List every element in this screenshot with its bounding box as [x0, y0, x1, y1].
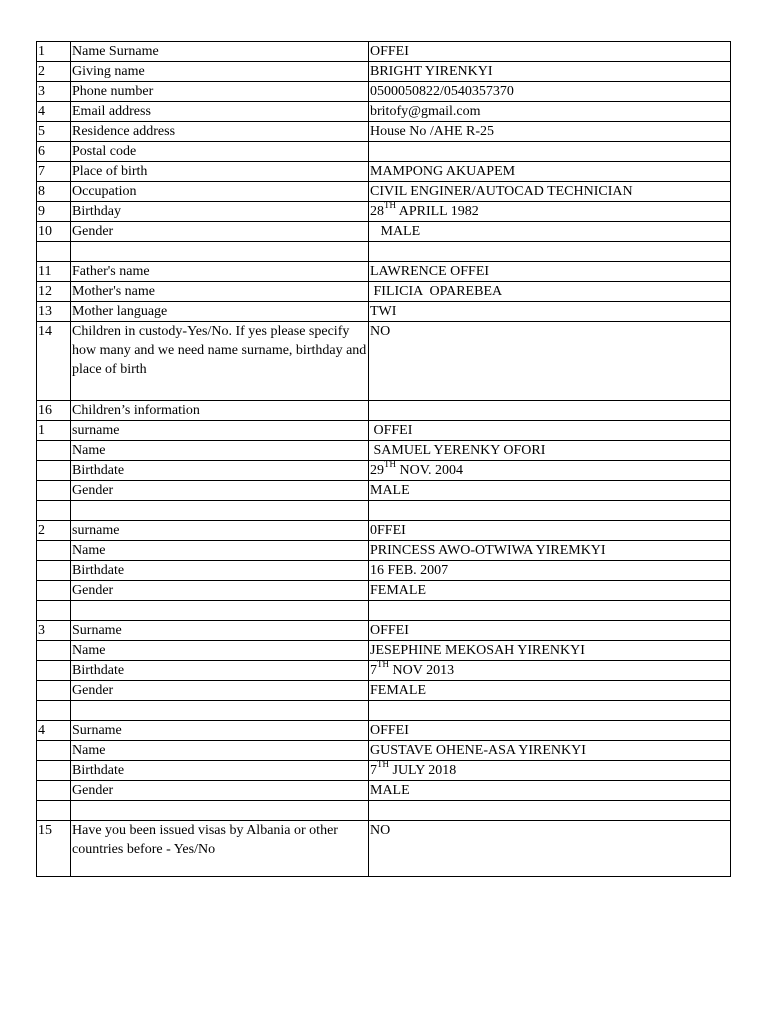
table-row	[37, 62, 731, 82]
field-label-cell	[71, 202, 369, 222]
field-value-cell: OFFEI	[369, 621, 731, 641]
date-rest: NOV. 2004	[396, 463, 464, 478]
table-row	[37, 242, 731, 262]
row-number-cell	[37, 481, 71, 501]
field-label-cell	[71, 741, 369, 761]
date-rest: APRILL 1982	[396, 204, 479, 219]
field-value-cell	[369, 601, 731, 621]
field-label-cell	[71, 282, 369, 302]
field-label: Birthdate	[72, 463, 125, 478]
date-rest: NOV 2013	[389, 663, 455, 678]
field-label-cell	[71, 441, 369, 461]
field-label-cell	[71, 541, 369, 561]
row-number-cell: 6	[37, 142, 71, 162]
table-row	[37, 641, 731, 661]
field-label-cell	[71, 42, 369, 62]
table-row	[37, 441, 731, 461]
row-number-cell	[37, 441, 71, 461]
field-label: Name	[72, 443, 106, 458]
field-value-cell: FEMALE	[369, 681, 731, 701]
field-label: Father's name	[72, 264, 150, 279]
row-number-cell: 2	[37, 62, 71, 82]
field-value-cell: GUSTAVE OHENE-ASA YIRENKYI	[369, 741, 731, 761]
row-number-cell	[37, 601, 71, 621]
field-label: Name	[72, 543, 106, 558]
field-value-cell: NO	[369, 322, 731, 401]
table-row	[37, 202, 731, 222]
row-number-cell: 4	[37, 102, 71, 122]
field-label-cell	[71, 521, 369, 541]
field-label-cell	[71, 262, 369, 282]
field-value-cell: OFFEI	[369, 421, 731, 441]
field-label: Name	[72, 643, 106, 658]
personal-information-table	[36, 41, 731, 877]
table-row	[37, 701, 731, 721]
field-label: Occupation	[72, 184, 137, 199]
row-number-cell: 11	[37, 262, 71, 282]
row-number-cell	[37, 641, 71, 661]
table-row	[37, 421, 731, 441]
table-row	[37, 801, 731, 821]
table-row	[37, 761, 731, 781]
row-number-cell	[37, 461, 71, 481]
field-label: Surname	[72, 723, 122, 738]
field-label: Birthday	[72, 204, 121, 219]
ordinal-suffix: TH	[384, 201, 396, 211]
field-value-cell	[369, 202, 731, 222]
field-label: Birthdate	[72, 563, 125, 578]
field-label: Birthdate	[72, 763, 125, 778]
table-row	[37, 322, 731, 401]
field-label: surname	[72, 423, 120, 438]
date-day: 29	[370, 463, 384, 478]
field-value-cell: NO	[369, 821, 731, 877]
field-label-cell	[71, 621, 369, 641]
field-label: Mother's name	[72, 284, 156, 299]
field-label: Name Surname	[72, 44, 159, 59]
field-label: Email address	[72, 104, 151, 119]
field-label-cell	[71, 302, 369, 322]
field-label-cell	[71, 322, 369, 401]
field-label-cell	[71, 761, 369, 781]
field-label-cell	[71, 701, 369, 721]
field-label-cell	[71, 62, 369, 82]
field-label-continued: place of birth	[72, 362, 147, 377]
row-number-cell	[37, 661, 71, 681]
row-number-cell: 3	[37, 82, 71, 102]
field-value-cell: MALE	[369, 222, 731, 242]
table-row	[37, 821, 731, 877]
field-value-cell: CIVIL ENGINER/AUTOCAD TECHNICIAN	[369, 182, 731, 202]
row-number-cell	[37, 801, 71, 821]
field-label: Giving name	[72, 64, 145, 79]
field-value-cell: britofy@gmail.com	[369, 102, 731, 122]
table-row	[37, 282, 731, 302]
field-label-cell	[71, 122, 369, 142]
table-row	[37, 42, 731, 62]
field-label: Birthdate	[72, 663, 125, 678]
ordinal-suffix: TH	[384, 460, 396, 470]
row-number-cell	[37, 761, 71, 781]
date-day: 7	[370, 663, 377, 678]
field-label: Gender	[72, 583, 114, 598]
table-row	[37, 721, 731, 741]
table-body	[37, 42, 731, 877]
row-number-cell	[37, 741, 71, 761]
table-row	[37, 621, 731, 641]
table-row	[37, 302, 731, 322]
field-label: Place of birth	[72, 164, 148, 179]
field-label-cell	[71, 801, 369, 821]
field-label-cell	[71, 721, 369, 741]
field-value-cell	[369, 501, 731, 521]
field-label: Gender	[72, 224, 114, 239]
field-label: Gender	[72, 783, 114, 798]
field-label: Children’s information	[72, 403, 200, 418]
row-number-cell: 8	[37, 182, 71, 202]
field-label-cell	[71, 561, 369, 581]
field-label-cell	[71, 461, 369, 481]
row-number-cell	[37, 561, 71, 581]
row-number-cell	[37, 581, 71, 601]
field-value-cell	[369, 801, 731, 821]
field-label: surname	[72, 523, 120, 538]
table-row	[37, 401, 731, 421]
row-number-cell: 4	[37, 721, 71, 741]
row-number-cell: 2	[37, 521, 71, 541]
field-label-cell	[71, 142, 369, 162]
table-row	[37, 162, 731, 182]
table-row	[37, 102, 731, 122]
table-row	[37, 581, 731, 601]
row-number-cell: 16	[37, 401, 71, 421]
row-number-cell	[37, 701, 71, 721]
ordinal-suffix: TH	[377, 660, 389, 670]
row-number-cell: 1	[37, 421, 71, 441]
field-label: Phone number	[72, 84, 154, 99]
field-value-cell	[369, 461, 731, 481]
row-number-cell: 7	[37, 162, 71, 182]
table-row	[37, 741, 731, 761]
row-number-cell	[37, 541, 71, 561]
table-row	[37, 481, 731, 501]
field-value-cell	[369, 661, 731, 681]
field-value-cell: MALE	[369, 781, 731, 801]
row-number-cell	[37, 501, 71, 521]
row-number-cell	[37, 781, 71, 801]
field-value-cell: JESEPHINE MEKOSAH YIRENKYI	[369, 641, 731, 661]
field-label: Mother language	[72, 304, 168, 319]
field-label: Gender	[72, 483, 114, 498]
table-row	[37, 262, 731, 282]
field-value-cell	[369, 242, 731, 262]
field-label-cell	[71, 601, 369, 621]
field-label: Name	[72, 743, 106, 758]
field-value-cell: MALE	[369, 481, 731, 501]
row-number-cell: 13	[37, 302, 71, 322]
table-row	[37, 601, 731, 621]
table-row	[37, 222, 731, 242]
field-label: Have you been issued visas by Albania or other countries before - Yes/No	[72, 823, 338, 857]
field-value-cell	[369, 142, 731, 162]
field-value-cell: House No /AHE R-25	[369, 122, 731, 142]
row-number-cell: 12	[37, 282, 71, 302]
row-number-cell: 14	[37, 322, 71, 401]
field-label-cell	[71, 781, 369, 801]
field-label-cell	[71, 661, 369, 681]
table-row	[37, 142, 731, 162]
table-row	[37, 661, 731, 681]
field-label: Postal code	[72, 144, 137, 159]
field-label-cell	[71, 681, 369, 701]
field-label-cell	[71, 182, 369, 202]
field-value-cell: FEMALE	[369, 581, 731, 601]
field-value-cell: LAWRENCE OFFEI	[369, 262, 731, 282]
field-value-cell	[369, 401, 731, 421]
field-label: Gender	[72, 683, 114, 698]
field-label-cell	[71, 162, 369, 182]
field-value-cell: PRINCESS AWO-OTWIWA YIREMKYI	[369, 541, 731, 561]
table-row	[37, 681, 731, 701]
row-number-cell: 5	[37, 122, 71, 142]
field-value-cell	[369, 701, 731, 721]
field-label-cell	[71, 222, 369, 242]
row-number-cell: 1	[37, 42, 71, 62]
field-value-cell: OFFEI	[369, 721, 731, 741]
field-label-cell	[71, 421, 369, 441]
table-row	[37, 82, 731, 102]
field-value-cell: TWI	[369, 302, 731, 322]
row-number-cell: 10	[37, 222, 71, 242]
row-number-cell	[37, 681, 71, 701]
field-label-cell	[71, 481, 369, 501]
field-label: Residence address	[72, 124, 176, 139]
field-label-cell	[71, 641, 369, 661]
field-value-cell: 16 FEB. 2007	[369, 561, 731, 581]
ordinal-suffix: TH	[377, 760, 389, 770]
date-day: 7	[370, 763, 377, 778]
table-row	[37, 541, 731, 561]
field-value-cell: MAMPONG AKUAPEM	[369, 162, 731, 182]
field-label-cell	[71, 242, 369, 262]
row-number-cell: 9	[37, 202, 71, 222]
field-value-cell	[369, 761, 731, 781]
field-label-cell	[71, 401, 369, 421]
row-number-cell: 15	[37, 821, 71, 877]
table-row	[37, 781, 731, 801]
table-row	[37, 501, 731, 521]
field-value-cell: OFFEI	[369, 42, 731, 62]
field-label-cell	[71, 82, 369, 102]
table-row	[37, 461, 731, 481]
table-row	[37, 521, 731, 541]
field-value-cell: SAMUEL YERENKY OFORI	[369, 441, 731, 461]
date-day: 28	[370, 204, 384, 219]
field-label: Children in custody-Yes/No. If yes please specify how many and we need name surname, birthday and	[72, 324, 367, 358]
table-row	[37, 561, 731, 581]
date-rest: JULY 2018	[389, 763, 457, 778]
field-label-cell	[71, 581, 369, 601]
field-label-cell	[71, 102, 369, 122]
field-label: Surname	[72, 623, 122, 638]
field-value-cell: 0500050822/0540357370	[369, 82, 731, 102]
table-row	[37, 122, 731, 142]
table-row	[37, 182, 731, 202]
field-value-cell: FILICIA OPAREBEA	[369, 282, 731, 302]
field-label-cell	[71, 501, 369, 521]
field-value-cell: 0FFEI	[369, 521, 731, 541]
row-number-cell	[37, 242, 71, 262]
row-number-cell: 3	[37, 621, 71, 641]
field-value-cell: BRIGHT YIRENKYI	[369, 62, 731, 82]
field-label-cell	[71, 821, 369, 877]
